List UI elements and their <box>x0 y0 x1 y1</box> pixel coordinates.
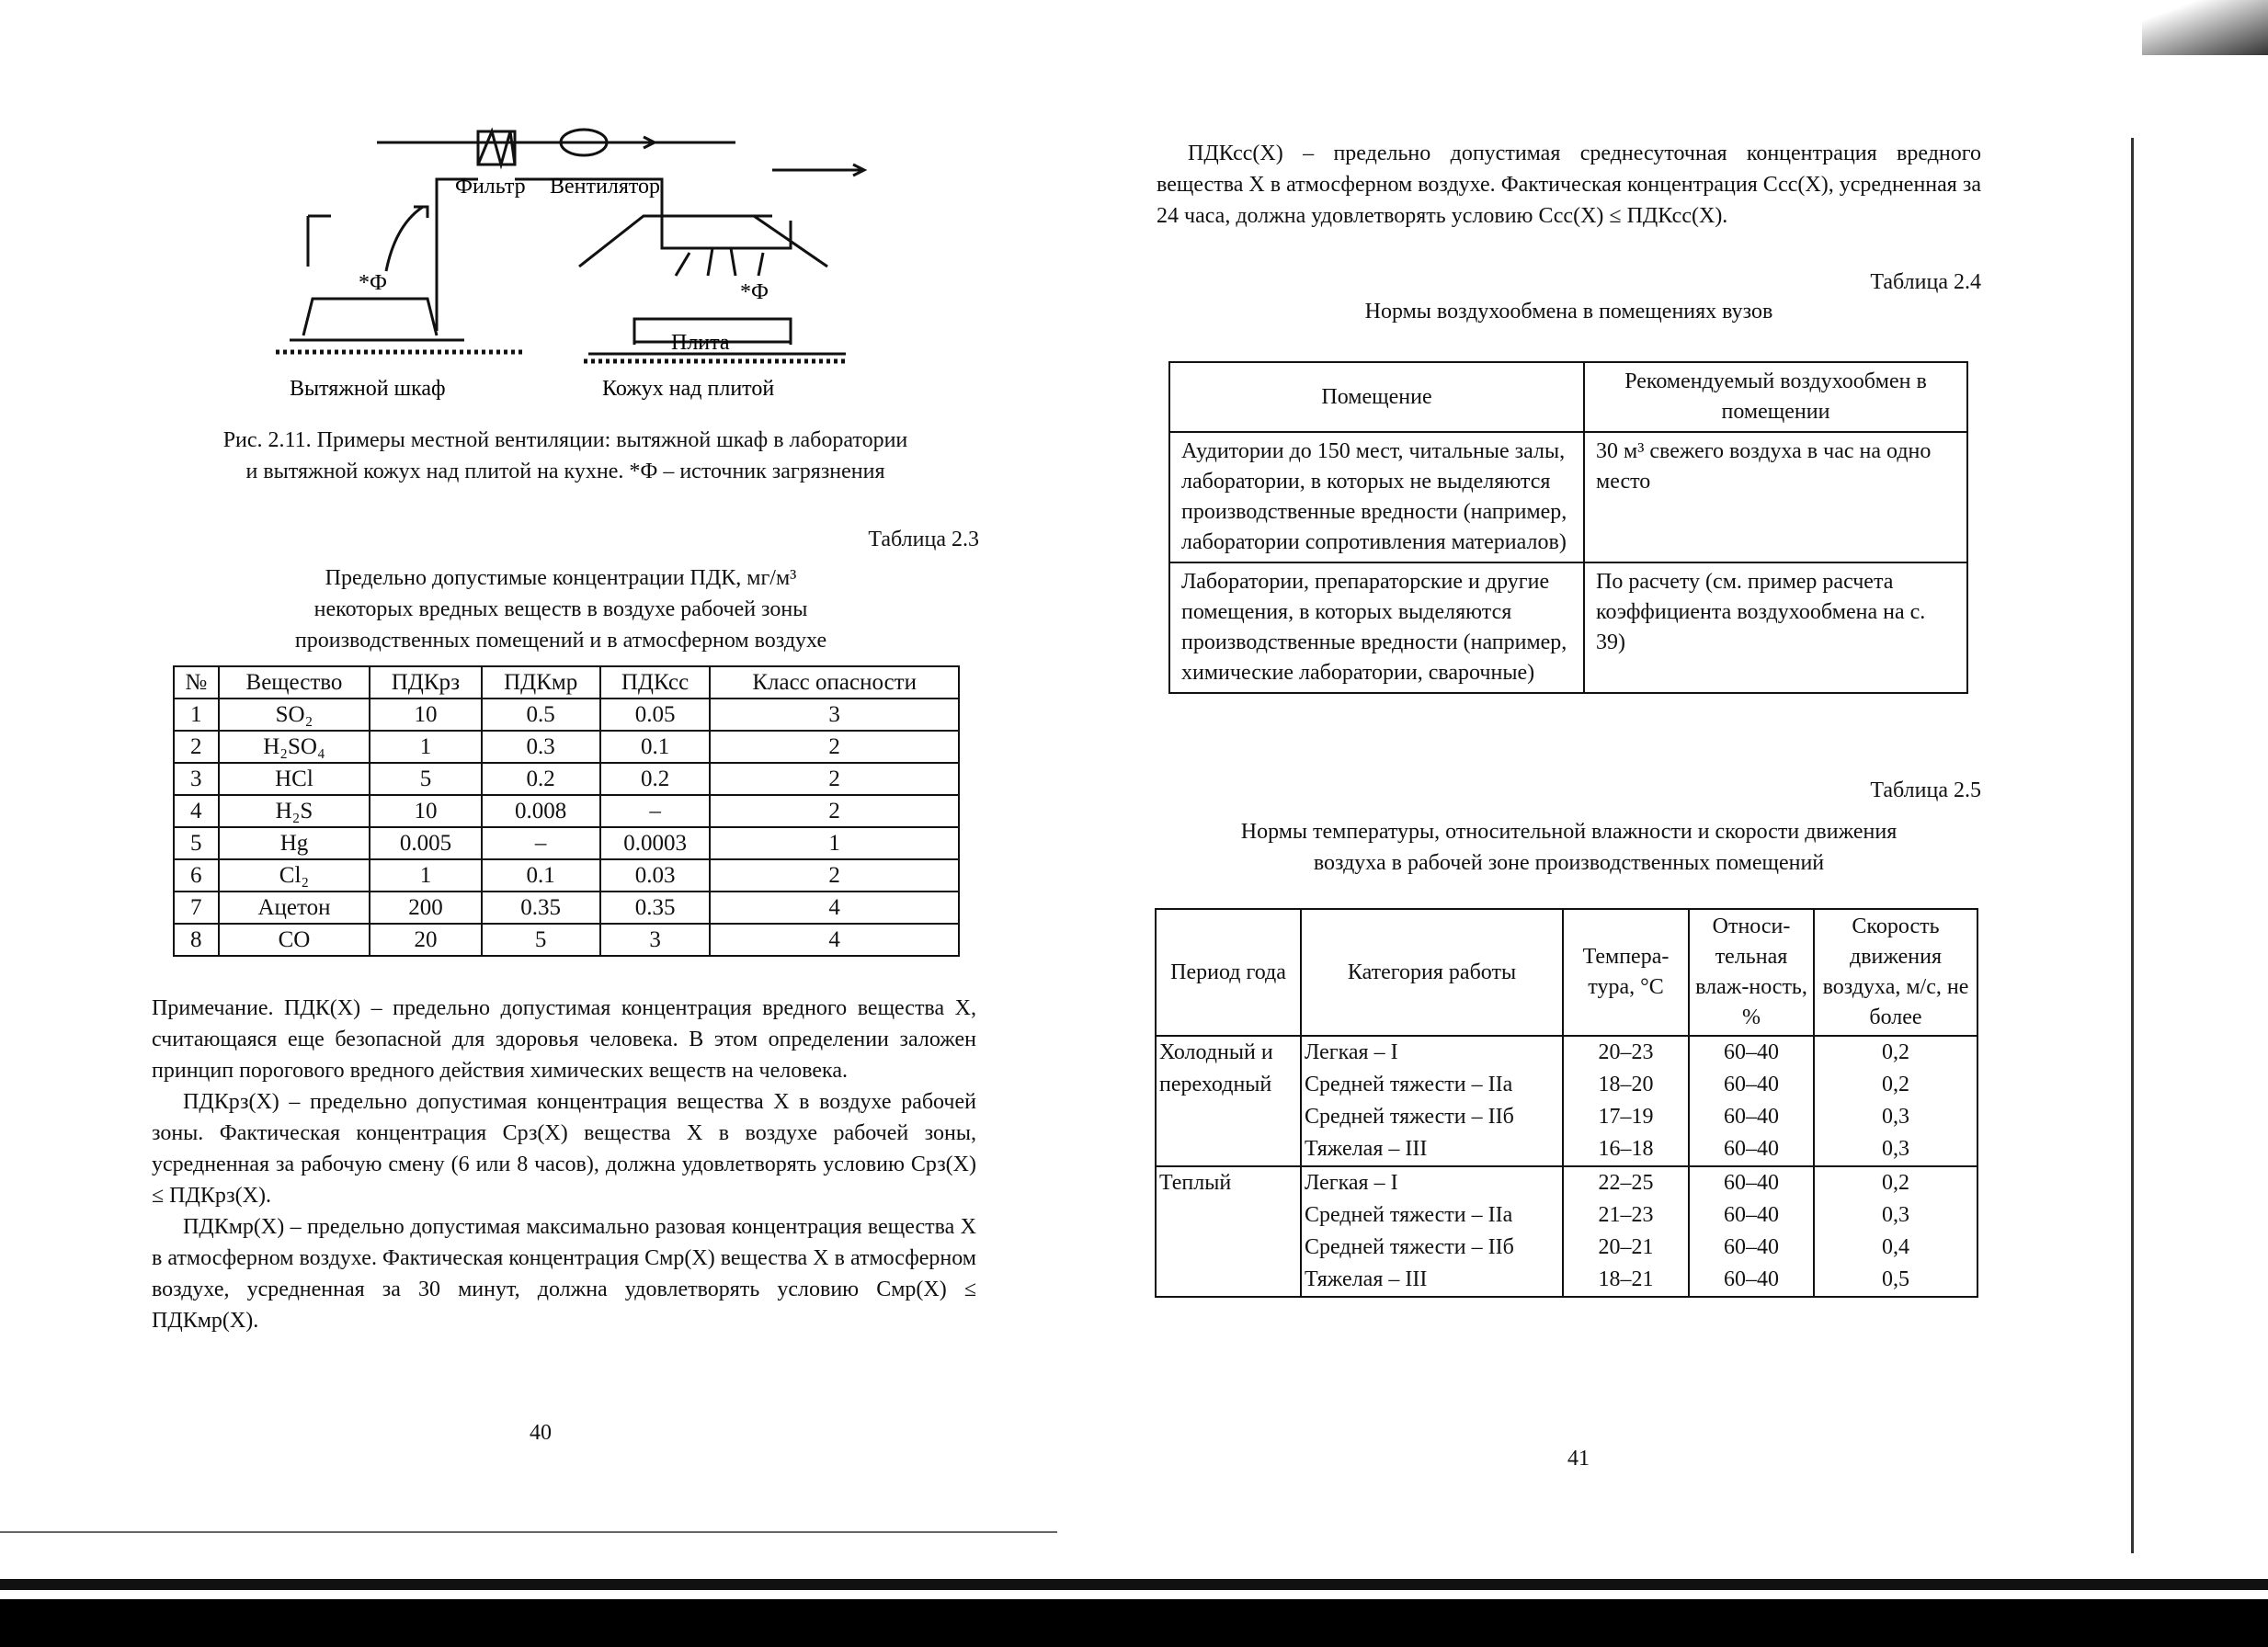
cell: 0.3 <box>482 731 600 763</box>
scan-bottom-band <box>0 1579 2268 1590</box>
cell: H₂S <box>219 795 370 827</box>
header-cell: ПДКсс <box>600 666 711 699</box>
fume-hood-label: Вытяжной шкаф <box>290 377 446 401</box>
cell: CO <box>219 924 370 956</box>
cell: 0,5 <box>1814 1264 1977 1297</box>
header-cell: Вещество <box>219 666 370 699</box>
intro-paragraph: ПДКсс(X) – предельно допустимая среднесуточная концентрация вредного вещества X в атмосферном воздухе. Фактическая концентрация Ссс(X), усредненная за 24 часа, должна удовлетворять условию Ссс(X) ≤ ПДКсс(X). <box>1157 142 1981 228</box>
cell: 0.0003 <box>600 827 711 859</box>
cell: 0.1 <box>600 731 711 763</box>
source-label-2: *Ф <box>740 280 769 304</box>
header-cell: Скорость движения воздуха, м/с, не более <box>1814 909 1977 1036</box>
cell: Легкая – I <box>1301 1036 1563 1069</box>
table-2-4 <box>1168 361 1968 694</box>
title-line: Нормы температуры, относительной влажности и скорости движения <box>1240 820 1898 844</box>
table-2-3-title <box>165 562 956 656</box>
cell: SO₂ <box>219 699 370 731</box>
table-2-4-label: Таблица 2.4 <box>1870 270 1981 294</box>
table-row <box>174 763 959 795</box>
cell: 8 <box>174 924 219 956</box>
note-paragraph-2: ПДКрз(X) – предельно допустимая концентрация вещества X в воздухе рабочей зоны. Фактическая концентрация Срз(X) вещества X в воздухе рабочей зоны, усредненная за рабочую смену (6 или 8 часов), должна удовлетворять условию Срз(X) ≤ ПДКрз(X). <box>152 1090 976 1208</box>
table-row <box>174 795 959 827</box>
header-cell: Рекомендуемый воздухообмен в помещении <box>1584 362 1967 432</box>
cell: 30 м³ свежего воздуха в час на одно место <box>1584 432 1967 562</box>
page-edge-line <box>2131 138 2134 1553</box>
cell: 4 <box>710 924 959 956</box>
cell: 0,3 <box>1814 1133 1977 1166</box>
cell: 0,2 <box>1814 1166 1977 1199</box>
scan-corner-shadow <box>2142 0 2268 55</box>
cell: – <box>600 795 711 827</box>
cell: Средней тяжести – IIб <box>1301 1232 1563 1264</box>
cell: 60–40 <box>1689 1101 1814 1133</box>
stove-hood-label: Кожух над плитой <box>602 377 775 401</box>
cell: 16–18 <box>1563 1133 1689 1166</box>
table-2-5-title <box>1157 816 1981 879</box>
cell: Тяжелая – III <box>1301 1264 1563 1297</box>
cell: 0.2 <box>482 763 600 795</box>
cell: 20–21 <box>1563 1232 1689 1264</box>
header-cell: ПДКрз <box>370 666 481 699</box>
cell: 0.1 <box>482 859 600 892</box>
header-cell: Класс опасности <box>710 666 959 699</box>
table-row <box>1169 432 1967 562</box>
cell: 22–25 <box>1563 1166 1689 1199</box>
table-row <box>174 827 959 859</box>
source-label-1: *Ф <box>359 271 387 295</box>
cell: Лаборатории, препараторские и другие помещения, в которых выделяются производственные вредности (например, химические лаборатории, сварочные) <box>1169 562 1584 693</box>
title-line: производственных помещений и в атмосферном воздухе <box>294 629 827 653</box>
cell: – <box>482 827 600 859</box>
cell: 0,2 <box>1814 1069 1977 1101</box>
cell: 7 <box>174 892 219 924</box>
cell: Hg <box>219 827 370 859</box>
cell: 2 <box>710 763 959 795</box>
cell: 18–21 <box>1563 1264 1689 1297</box>
cell: 4 <box>174 795 219 827</box>
period-cell: Теплый <box>1156 1166 1301 1297</box>
header-cell: Категория работы <box>1301 909 1563 1036</box>
duct <box>437 179 662 331</box>
note-paragraph-3: ПДКмр(X) – предельно допустимая максимально разовая концентрация вещества X в атмосферном воздухе. Фактическая концентрация Смр(X) вещества X в атмосферном воздухе, усредненная за 30 минут, должна удовлетворять условию Смр(X) ≤ ПДКмр(X). <box>152 1215 976 1333</box>
cell: Средней тяжести – IIа <box>1301 1069 1563 1101</box>
title-line: воздуха в рабочей зоне производственных помещений <box>1313 851 1825 875</box>
cell: Тяжелая – III <box>1301 1133 1563 1166</box>
cell: 3 <box>600 924 711 956</box>
ventilation-figure <box>257 115 901 409</box>
cell: 0.05 <box>600 699 711 731</box>
table-2-4-title: Нормы воздухообмена в помещениях вузов <box>1364 300 1773 324</box>
fan-label: Вентилятор <box>550 175 661 199</box>
figure-caption <box>152 425 979 487</box>
header-cell: Помещение <box>1169 362 1584 432</box>
cell: Средней тяжести – IIб <box>1301 1101 1563 1133</box>
header-cell: Период года <box>1156 909 1301 1036</box>
cell: Легкая – I <box>1301 1166 1563 1199</box>
table-row <box>174 859 959 892</box>
cell: 5 <box>482 924 600 956</box>
cell: Ацетон <box>219 892 370 924</box>
title-line: Предельно допустимые концентрации ПДК, мг/м³ <box>325 566 797 590</box>
cell: 0,3 <box>1814 1199 1977 1232</box>
cell: 0,4 <box>1814 1232 1977 1264</box>
cell: 60–40 <box>1689 1199 1814 1232</box>
header-cell: ПДКмр <box>482 666 600 699</box>
scan-bottom-edge <box>0 1599 2268 1647</box>
cell: 0.008 <box>482 795 600 827</box>
cell: 2 <box>710 731 959 763</box>
cell: 0.35 <box>482 892 600 924</box>
page-number-right: 41 <box>1567 1447 1590 1471</box>
cell: 4 <box>710 892 959 924</box>
page-number-left: 40 <box>530 1421 552 1445</box>
note-paragraph-1: Примечание. ПДК(X) – предельно допустимая концентрация вредного вещества X, считающаяся еще безопасной для здоровья человека. В этом определении заложен принцип порогового вредного действия химических веществ на человека. <box>152 996 976 1083</box>
table-2-3 <box>173 665 960 957</box>
caption-line: Рис. 2.11. Примеры местной вентиляции: вытяжной шкаф в лаборатории <box>222 428 908 452</box>
cell: 0.03 <box>600 859 711 892</box>
cell: 6 <box>174 859 219 892</box>
stove-label: Плита <box>671 331 730 355</box>
filter-label: Фильтр <box>455 175 526 199</box>
cell: H₂SO₄ <box>219 731 370 763</box>
cell: 60–40 <box>1689 1036 1814 1069</box>
cell: 200 <box>370 892 481 924</box>
cell: 60–40 <box>1689 1232 1814 1264</box>
note-block <box>152 993 976 1336</box>
title-line: некоторых вредных веществ в воздухе рабочей зоны <box>313 597 808 621</box>
cell: 1 <box>370 859 481 892</box>
cell: 2 <box>710 859 959 892</box>
cell: Средней тяжести – IIа <box>1301 1199 1563 1232</box>
period-cell: Холодный и переходный <box>1156 1036 1301 1166</box>
hood-duct-left <box>308 216 331 267</box>
cell: 60–40 <box>1689 1069 1814 1101</box>
cell: 60–40 <box>1689 1166 1814 1199</box>
table-row <box>1156 1036 1977 1069</box>
cell: 10 <box>370 795 481 827</box>
table-row <box>1156 1166 1977 1199</box>
cell: 0.2 <box>600 763 711 795</box>
cell: HCl <box>219 763 370 795</box>
cell: 0.35 <box>600 892 711 924</box>
cell: 0,3 <box>1814 1101 1977 1133</box>
page-bottom-rule <box>0 1531 1057 1533</box>
cell: Аудитории до 150 мест, читальные залы, лаборатории, в которых не выделяются производственные вредности (например, лаборатории сопротивления материалов) <box>1169 432 1584 562</box>
cell: 0.5 <box>482 699 600 731</box>
cell: Cl₂ <box>219 859 370 892</box>
cell: 1 <box>710 827 959 859</box>
cell: 2 <box>710 795 959 827</box>
header-cell: № <box>174 666 219 699</box>
table-2-3-label: Таблица 2.3 <box>868 528 979 551</box>
header-cell: Темпера-тура, °С <box>1563 909 1689 1036</box>
table-row <box>1169 562 1967 693</box>
cell: 1 <box>370 731 481 763</box>
cell: 60–40 <box>1689 1264 1814 1297</box>
cell: 2 <box>174 731 219 763</box>
table-2-5 <box>1155 908 1978 1298</box>
table-row <box>174 924 959 956</box>
cell: 5 <box>174 827 219 859</box>
cell: 3 <box>710 699 959 731</box>
cell: 0,2 <box>1814 1036 1977 1069</box>
cell: 0.005 <box>370 827 481 859</box>
header-cell: Относи-тельная влаж-ность, % <box>1689 909 1814 1036</box>
table-row <box>174 892 959 924</box>
cell: 5 <box>370 763 481 795</box>
table-row <box>174 731 959 763</box>
cell: 18–20 <box>1563 1069 1689 1101</box>
cell: 3 <box>174 763 219 795</box>
caption-line: и вытяжной кожух над плитой на кухне. *Ф – источник загрязнения <box>245 460 885 483</box>
cell: 60–40 <box>1689 1133 1814 1166</box>
cell: По расчету (см. пример расчета коэффициента воздухообмена на с. 39) <box>1584 562 1967 693</box>
cell: 21–23 <box>1563 1199 1689 1232</box>
table-2-5-label: Таблица 2.5 <box>1870 778 1981 802</box>
cell: 1 <box>174 699 219 731</box>
cell: 10 <box>370 699 481 731</box>
cell: 20–23 <box>1563 1036 1689 1069</box>
table-row <box>174 699 959 731</box>
cell: 20 <box>370 924 481 956</box>
cell: 17–19 <box>1563 1101 1689 1133</box>
